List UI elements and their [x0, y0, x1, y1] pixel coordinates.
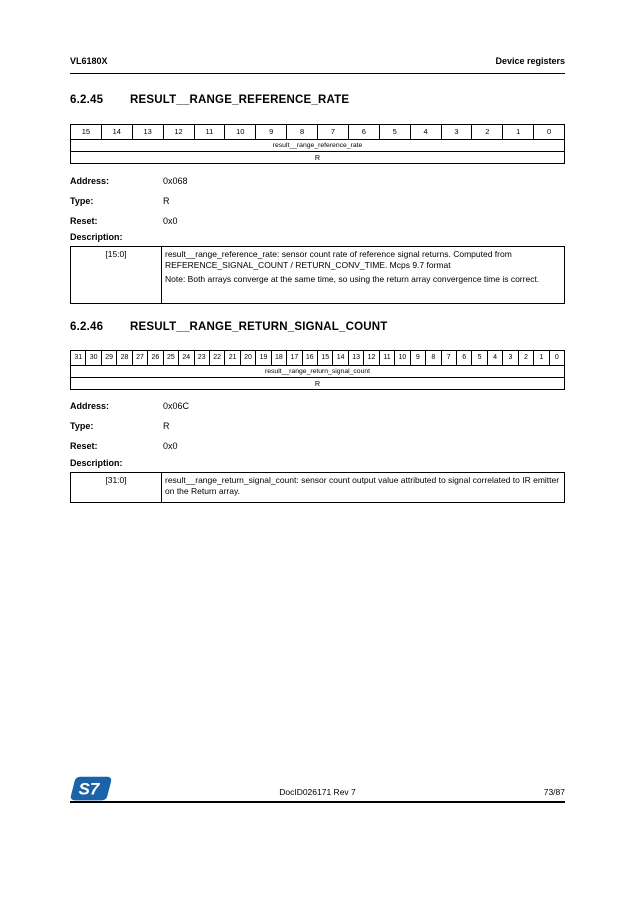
bit-cell: 15 — [317, 351, 332, 365]
bit-cell: 4 — [410, 125, 441, 139]
reset-label: Reset: — [70, 441, 98, 451]
bit-cell: 1 — [502, 125, 533, 139]
bit-cell: 26 — [147, 351, 162, 365]
bit-cell: 4 — [487, 351, 502, 365]
svg-text:S7: S7 — [78, 779, 100, 799]
register-field-name: result__range_reference_rate — [71, 139, 564, 151]
bit-cell: 13 — [348, 351, 363, 365]
bit-number-row — [71, 351, 564, 365]
bit-cell: 0 — [549, 351, 564, 365]
meta-row-address — [70, 175, 565, 195]
meta-row-reset — [70, 440, 565, 460]
bit-cell: 30 — [85, 351, 100, 365]
description-text: result__range_reference_rate: sensor count rate of reference signal returns. Computed from REFERENCE_SIGNAL_COUNT / RETURN_CONV_TIME. Mcps 9.7 format — [165, 249, 512, 270]
bit-cell: 23 — [194, 351, 209, 365]
bit-cell: 25 — [163, 351, 178, 365]
register-access: R — [71, 151, 564, 163]
bit-cell: 13 — [132, 125, 163, 139]
bit-cell: 21 — [224, 351, 239, 365]
description-text: result__range_return_signal_count: sensor count output value attributed to signal correlated to IR emitter on the Return array. — [165, 475, 560, 496]
section-title: RESULT__RANGE_REFERENCE_RATE — [130, 94, 350, 106]
bit-cell: 14 — [332, 351, 347, 365]
address-label: Address: — [70, 401, 110, 411]
page-header — [70, 56, 565, 74]
bit-cell: 7 — [317, 125, 348, 139]
address-label: Address: — [70, 176, 110, 186]
description-bits-range: [15:0] — [71, 247, 162, 303]
bit-cell: 3 — [441, 125, 472, 139]
bit-cell: 22 — [209, 351, 224, 365]
bit-cell: 29 — [101, 351, 116, 365]
bit-cell: 31 — [74, 354, 83, 361]
header-chapter-name: Device registers — [495, 56, 565, 66]
register-meta — [70, 175, 565, 235]
register-meta — [70, 400, 565, 460]
footer-rule — [70, 801, 565, 803]
footer-doc-id: DocID026171 Rev 7 — [279, 787, 356, 797]
bit-cell: 6 — [348, 125, 379, 139]
section-title: RESULT__RANGE_RETURN_SIGNAL_COUNT — [130, 321, 388, 333]
address-value: 0x06C — [163, 401, 190, 411]
bit-cell: 12 — [163, 125, 194, 139]
bit-cell: 24 — [178, 351, 193, 365]
register-access: R — [71, 377, 564, 389]
bit-cell: 9 — [255, 125, 286, 139]
bit-cell: 1 — [533, 351, 548, 365]
type-label: Type: — [70, 196, 94, 206]
description-bits-range: [31:0] — [71, 473, 162, 502]
bit-cell: 12 — [363, 351, 378, 365]
bit-cell: 10 — [224, 125, 255, 139]
bit-cell: 6 — [456, 351, 471, 365]
bit-cell: 7 — [441, 351, 456, 365]
bit-cell: 10 — [394, 351, 409, 365]
bit-cell: 2 — [518, 351, 533, 365]
address-value: 0x068 — [163, 176, 188, 186]
bit-cell: 8 — [425, 351, 440, 365]
section-heading-6246 — [70, 321, 565, 333]
meta-row-reset — [70, 215, 565, 235]
bit-cell: 15 — [81, 127, 91, 136]
bit-cell: 11 — [194, 125, 225, 139]
description-label: Description: — [70, 232, 123, 242]
bit-cell: 17 — [286, 351, 301, 365]
section-number: 6.2.45 — [70, 94, 104, 106]
bit-cell: 2 — [471, 125, 502, 139]
description-text-cell — [162, 473, 564, 502]
bit-cell: 8 — [286, 125, 317, 139]
bit-cell: 14 — [101, 125, 132, 139]
reset-label: Reset: — [70, 216, 98, 226]
type-value: R — [163, 196, 170, 206]
description-table — [70, 472, 565, 503]
meta-row-address — [70, 400, 565, 420]
bit-cell: 3 — [502, 351, 517, 365]
reset-value: 0x0 — [163, 441, 178, 451]
bit-cell: 20 — [240, 351, 255, 365]
bit-cell: 18 — [271, 351, 286, 365]
type-label: Type: — [70, 421, 94, 431]
footer-page-number: 73/87 — [543, 787, 565, 797]
bit-cell: 27 — [132, 351, 147, 365]
bit-cell: 19 — [255, 351, 270, 365]
register-field-name: result__range_return_signal_count — [71, 365, 564, 377]
bit-cell: 5 — [471, 351, 486, 365]
description-text-cell — [162, 247, 564, 303]
meta-row-type — [70, 420, 565, 440]
bit-cell: 11 — [379, 351, 394, 365]
section-number: 6.2.46 — [70, 321, 104, 333]
bit-cell: 5 — [379, 125, 410, 139]
bit-number-row — [71, 125, 564, 139]
bit-cell: 9 — [410, 351, 425, 365]
description-label: Description: — [70, 458, 123, 468]
bit-cell: 16 — [302, 351, 317, 365]
description-note: Note: Both arrays converge at the same time, so using the return array convergence time is correct. — [165, 274, 540, 284]
header-product-name: VL6180X — [70, 56, 108, 66]
bit-cell: 0 — [533, 125, 564, 139]
bit-cell: 28 — [116, 351, 131, 365]
section-heading-6245 — [70, 94, 565, 106]
register-bit-table — [70, 124, 565, 164]
reset-value: 0x0 — [163, 216, 178, 226]
type-value: R — [163, 421, 170, 431]
register-bit-table — [70, 350, 565, 390]
description-table — [70, 246, 565, 304]
meta-row-type — [70, 195, 565, 215]
